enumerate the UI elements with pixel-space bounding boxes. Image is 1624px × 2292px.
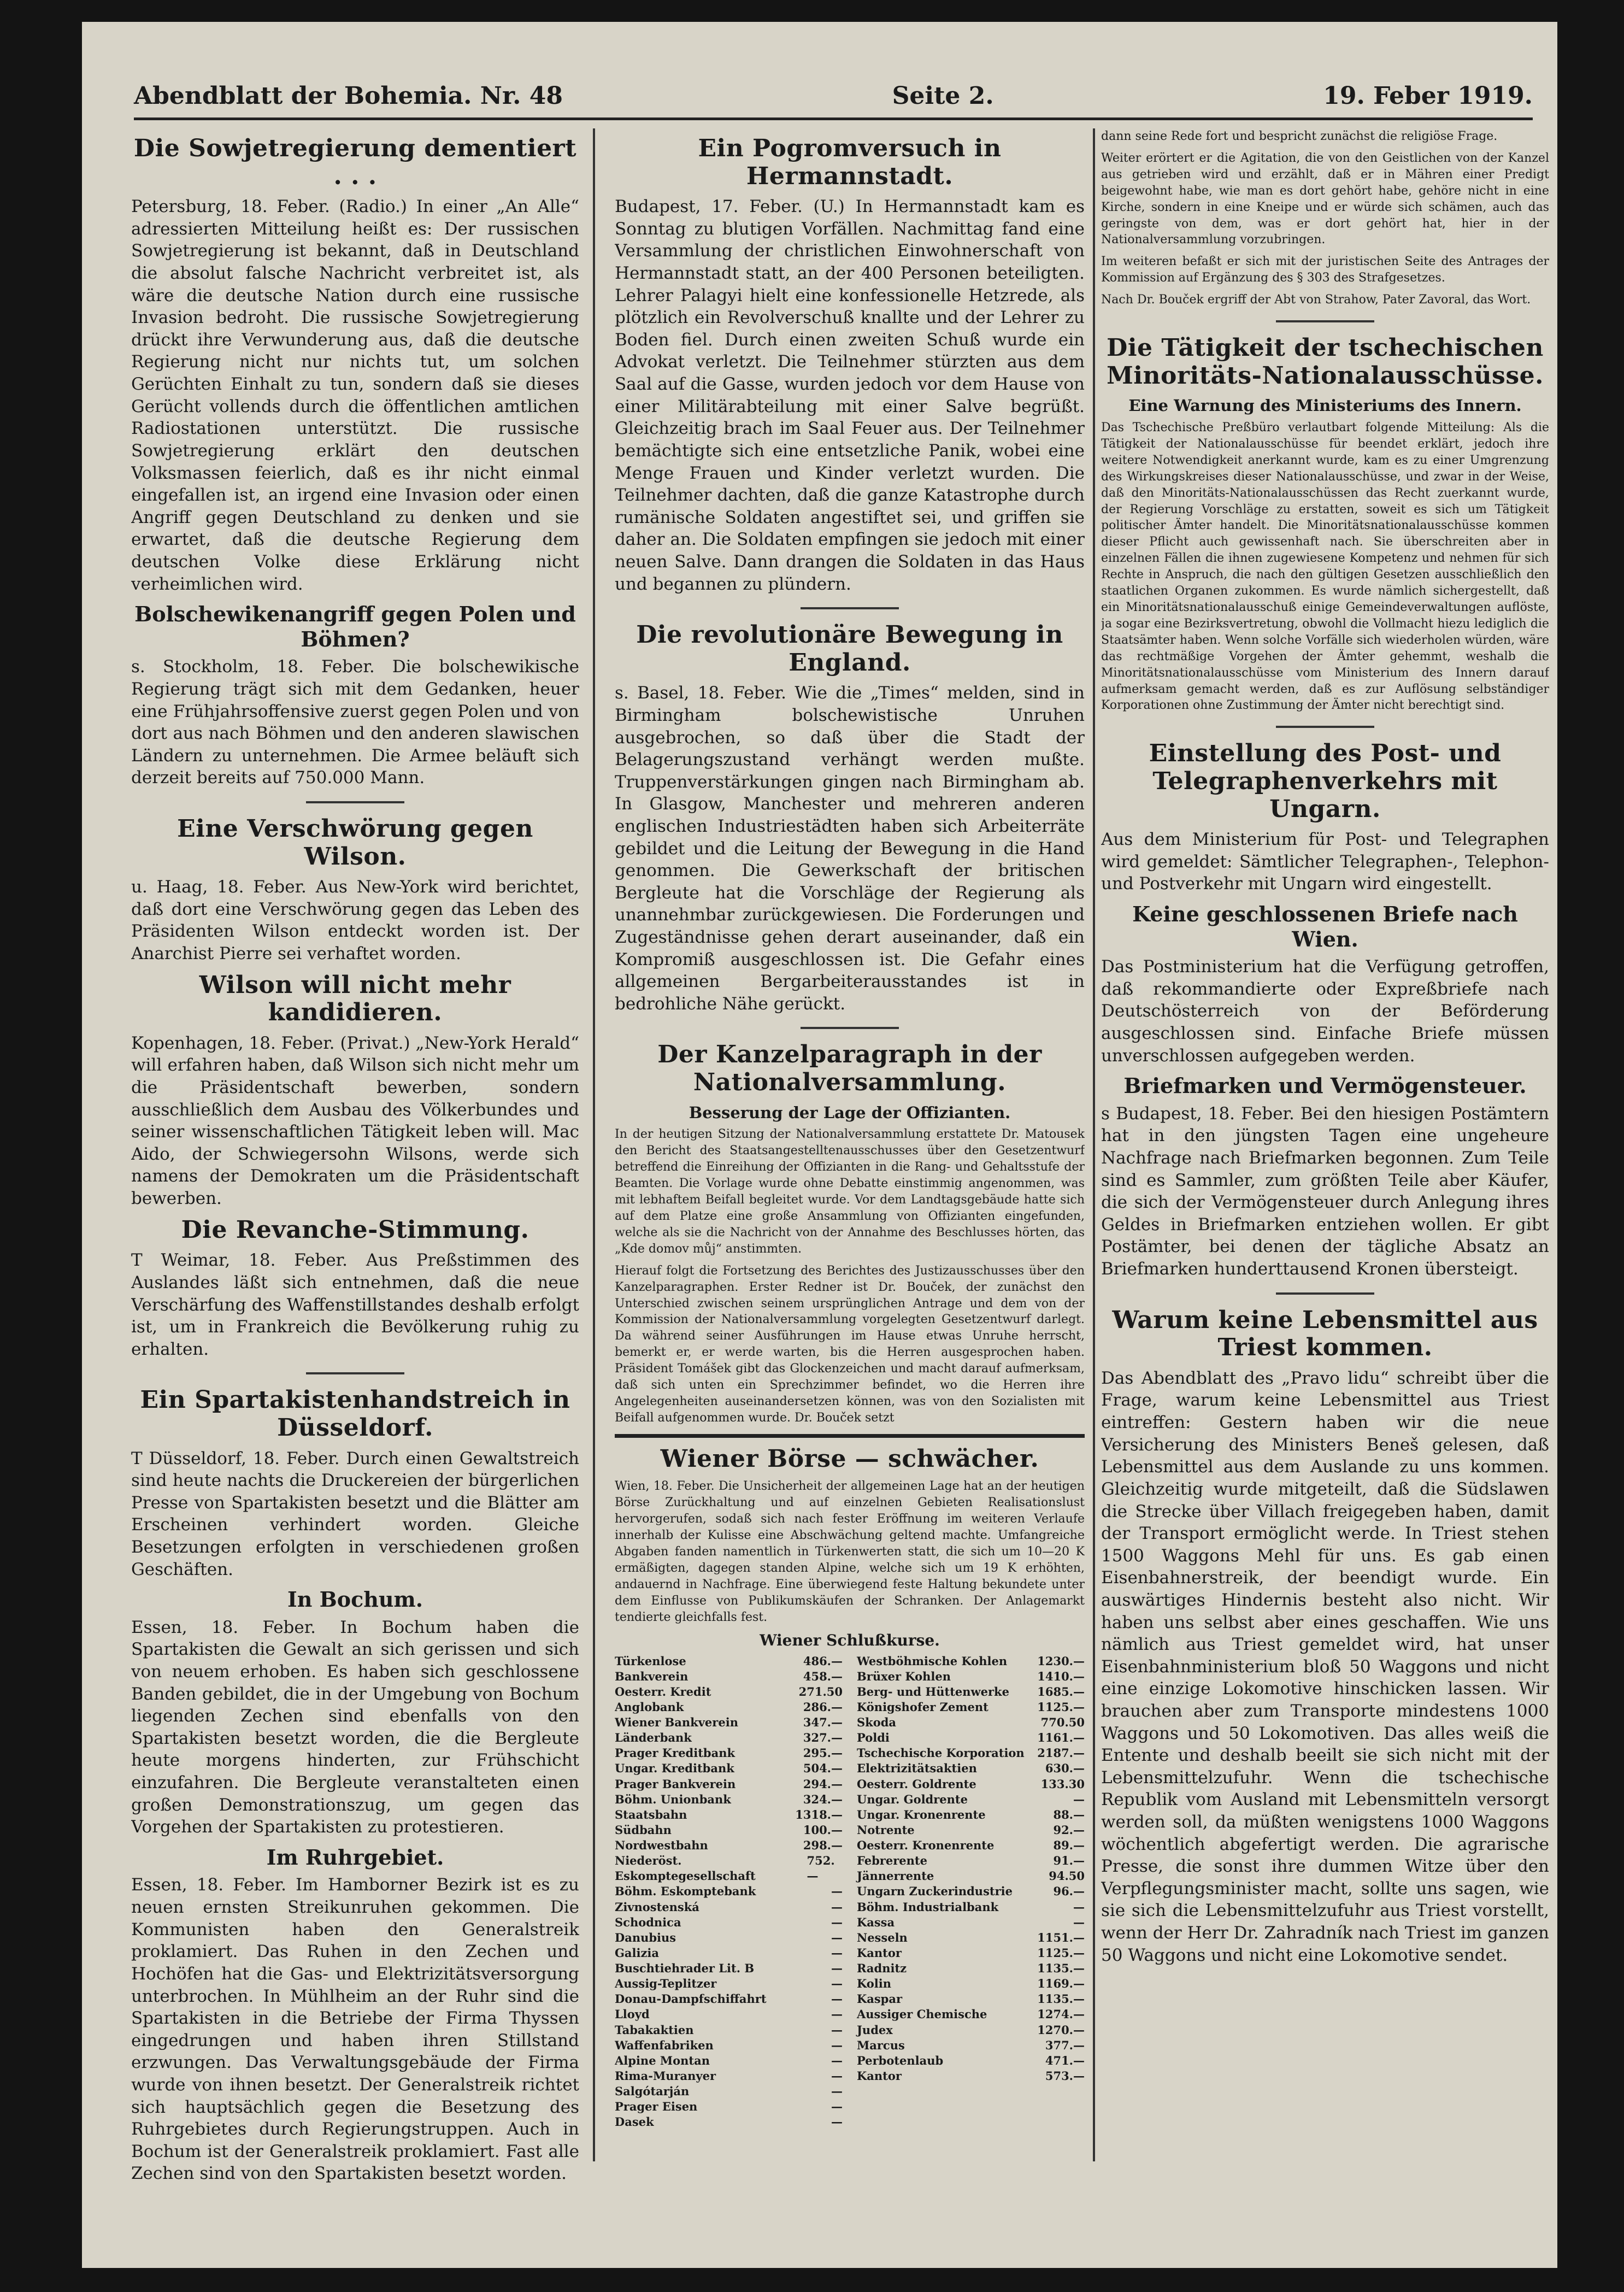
quote-value: — [1073,1915,1085,1929]
column-1 [131,128,579,2189]
quote-row [857,2007,1085,2022]
divider [1276,726,1374,728]
article-body: Das Tschechische Preßbüro verlautbart folgende Mitteilung: Als die Tätigkeit der Nationalausschüsse für beendet erklärt, jedoch ihre weitere Notwendigkeit anerkannt wurde, kam es zu einer Umgrenzung des Wirkungskreises dieser Nationalausschüsse, und zwar in der Weise, daß den Minoritäts-Nationalausschüssen das Recht zuerkannt wurde, der Regierung Vorschläge zu erstatten, soweit es sich um Tätigkeit politischer Ämter handelt. Die Minoritätsnationalausschüsse kommen dieser Pflicht auch gewissenhaft nach. Sie überschreiten aber in einzelnen Fällen die ihnen zugewiesene Kompetenz und nehmen für sich Rechte in Anspruch, die nach den gültigen Gesetzen ausschließlich den staatlichen Organen zukommen. Es wurde nämlich sichergestellt, daß ein Minoritätsnationalausschuß einige Gemeindeverwaltungen auflöste, ja sogar eine Bezirksvertretung, obwohl die Vollmacht hiezu lediglich die Staatsämter haben. Wenn solche Vorfälle sich wiederholen würden, wäre das rechtmäßige Vorgehen der Ämter gehemmt, weshalb die Minoritätsnationalausschüsse vom Ministerium des Innern darauf aufmerksam gemacht werden, daß es zur Auflösung selbständiger Korporationen ohne Zustimmung der Ämter nicht berechtigt sind. [1101,421,1549,713]
quote-row [615,2084,843,2099]
quote-value: — [831,1992,843,2006]
quote-value: — [1073,1792,1085,1806]
quote-row [615,1991,843,2007]
stock-quotes [615,1654,1085,2130]
article-body: u. Haag, 18. Feber. Aus New-York wird berichtet, daß dort eine Verschwörung gegen das Leben des Präsidenten Wilson entdeckt worden ist. Der Anarchist Pierre sei verhaftet worden. [131,877,579,964]
quotes-list-right [857,1654,1085,2130]
quote-value: 327.— [803,1731,843,1745]
quote-row [615,1976,843,1991]
quote-name: Böhm. Eskomptebank [615,1884,756,1899]
quote-value: 504.— [803,1761,843,1776]
quote-row [615,1746,843,1761]
quote-name: Poldi [857,1731,890,1745]
quote-row [857,1930,1085,1946]
quote-value: 1230.— [1037,1654,1085,1668]
article-headline: Ein Pogromversuch in Hermannstadt. [698,134,1002,190]
article-headline: Warum keine Lebensmittel aus Triest kommen. [1112,1306,1538,1362]
quote-value: — [831,1946,843,1960]
quote-value: — [831,2068,843,2083]
article-body: s. Basel, 18. Feber. Wie die „Times“ melden, sind in Birmingham bolschewistische Unruhen ausgebrochen, so daß über die Stadt der Belagerungszustand verhängt werden mußte. Truppenverstärkungen gingen nach Birmingham ab. In Glasgow, Manchester und mehreren anderen englischen Industriestädten haben sich Arbeiterräte gebildet und die Leitung der Bewegung in die Hand genommen. Die Gewerkschaft der britischen Bergleute hat die Vorschläge der Regierung als unannehmbar zurückgewiesen. Die Forderungen und Zugeständnisse gehen derart auseinander, daß ein Kompromiß ausgeschlossen ist. Die Gefahr eines allgemeinen Bergarbeiterausstandes ist in bedrohliche Nähe gerückt. [615,683,1085,1014]
article-headline: Die Tätigkeit der tschechischen Minoritäts-Nationalausschüsse. [1107,334,1544,390]
quote-value: 752.— [807,1854,835,1883]
quote-row [615,1761,843,1776]
quote-name: Kolin [857,1977,892,1991]
quote-value: 1125.— [1037,1946,1085,1960]
article-body: Petersburg, 18. Feber. (Radio.) In einer „An Alle“ adressierten Mitteilung heißt es: Der russischen Sowjetregierung ist bekannt, daß in Deutschland die absolut falsche Nachricht verbreitet ist, als wäre die deutsche Nation durch eine russische Invasion bedroht. Die russische Sowjetregierung drückt ihre Verwunderung aus, daß die deutsche Regierung nicht nur nichts tut, um solchen Gerüchten Einhalt zu tun, sondern daß sie dieses Gerücht vollends durch die öffentlichen amtlichen Radiostationen unterstützt. Die russische Sowjetregierung erklärt den deutschen Volksmassen feierlich, daß es ihr nicht einmal eingefallen ist, an irgend eine Invasion oder einen Angriff gegen Deutschland zu denken und sie erwartet, daß die deutsche Regierung dem deutschen Volke diese Erklärung nicht verheimlichen wird. [131,197,579,594]
quote-value: 471.— [1045,2053,1085,2067]
quote-row [615,1823,843,1838]
quote-row [615,1777,843,1792]
quote-name: Aussig-Teplitzer [615,1977,717,1991]
article-subheadline: Besserung der Lage der Offizianten. [689,1103,1011,1122]
quote-row [857,1868,1085,1884]
header-issue: Abendblatt der Bohemia. Nr. 48 [134,81,563,110]
quote-value: 770.50 [1040,1715,1085,1730]
quote-row [857,2068,1085,2084]
quote-value: 1135.— [1037,1961,1085,1976]
quote-name: Danubius [615,1930,676,1944]
quote-row [857,1654,1085,1669]
quote-row [615,1715,843,1730]
quote-value: 347.— [803,1715,843,1730]
article-body: Das Abendblatt des „Pravo lidu“ schreibt über die Frage, warum keine Lebensmittel aus Triest eintreffen: Gestern haben wir die neue Versicherung des Ministers Beneš gelesen, daß Lebensmittel aus dem Auslande zu uns kommen. Gleichzeitig wurde mitgeteilt, daß die Südslawen die Strecke über Villach freigegeben haben, damit der Transport ermöglicht werde. In Triest stehen 1500 Waggons Mehl für uns. Es gab einen Eisenbahnerstreik, der beendigt wurde. Ein auswärtiges Hindernis besteht also nicht. Wir haben uns selbst aber eines geschaffen. Wie uns nämlich aus Triest gemeldet wird, hat unser Eisenbahnministerium bloß 50 Waggons und nicht eine einzige Lokomotive hinschicken lassen. Wir brauchen aber zum Transporte mindestens 1000 Waggons und 50 Lokomotiven. Das alles weiß die Entente und deshalb beeilt sie sich nicht mit der Lebensmittelzufuhr. Wenn die tschechische Republik vom Ausland mit Lebensmitteln versorgt werden soll, da müßten wenigstens 1000 Waggons wöchentlich abgefertigt werden. Die agrarische Presse, die sonst ihre dummen Witze über den Verpflegungsminister macht, sollte uns sagen, wie sie sich die Lebensmittelzufuhr aus Triest vorstellt, wenn der Herr Dr. Zahradník nach Triest im ganzen 50 Waggons und nicht eine Lokomotive sendet. [1101,1368,1549,1965]
quote-value: — [831,1961,843,1976]
quote-value: 96.— [1053,1884,1085,1899]
quote-name: Kassa [857,1915,895,1929]
column-rule [1093,128,1095,2161]
quote-name: Schodnica [615,1915,681,1929]
quote-row [615,2023,843,2038]
quote-row [615,2007,843,2022]
quote-value: 1270.— [1037,2023,1085,2037]
quote-value: 286.— [803,1700,843,1714]
article-body: s. Stockholm, 18. Feber. Die bolschewikische Regierung trägt sich mit dem Gedanken, heuer eine Frühjahrsoffensive zuerst gegen Polen und von dort aus nach Böhmen und den anderen slawischen Ländern zu unternehmen. Die Armee beläuft sich derzeit bereits auf 750.000 Mann. [131,657,579,788]
column-2 [615,128,1085,2189]
small-print-block [1101,396,1549,714]
quote-row [615,2099,843,2114]
quote-row [857,2023,1085,2038]
article-headline: Wilson will nicht mehr kandidieren. [199,971,511,1027]
quote-value: — [831,2115,843,2129]
article-body: In der heutigen Sitzung der Nationalversammlung erstattete Dr. Matousek den Bericht des Staatsangestelltenausschusses über den Gesetzentwurf betreffend die Einreihung der Offizianten in die Rang- und Gehaltsstufe der Beamten. Die Vorlage wurde ohne Debatte einstimmig angenommen, was mit lebhaftem Beifall begleitet wurde. Vor dem Landtagsgebäude hatte sich auf dem Platze eine große Ansammlung von Offizianten eingefunden, welche als sie die Nachricht von der Annahme des Beschlusses hörten, das „Kde domov můj“ anstimmten. [615,1127,1085,1256]
quote-name: Dasek [615,2115,654,2129]
quote-name: Kantor [857,1946,902,1960]
quote-value: 458.— [803,1669,843,1683]
quote-row [615,1669,843,1684]
quote-name: Alpine Montan [615,2053,710,2067]
quote-name: Radnitz [857,1961,907,1976]
quote-name: Staatsbahn [615,1807,687,1821]
article-body: Kopenhagen, 18. Feber. (Privat.) „New-York Herald“ will erfahren haben, daß Wilson sich nicht mehr um die Präsidentschaft bewerben, sondern ausschließlich dem Ausbau des Völkerbundes und seiner wissenschaftlichen Tätigkeit leben will. Mac Aido, der Schwiegersohn Wilsons, werde sich namens der Demokraten um die Präsidentschaft bewerben. [131,1033,579,1209]
quote-name: Kaspar [857,1992,903,2006]
article-body: Hierauf folgt die Fortsetzung des Berichtes des Justizausschusses über den Kanzelparagraphen. Erster Redner ist Dr. Bouček, der zunächst den Unterschied zwischen seinem ursprünglichen Antrage und dem von der Kommission der Nationalversammlung vorgelegten Gesetzentwurf darlegt. Da während seiner Ausführungen im Hause etwas Unruhe herrscht, bemerkt er, er werde warten, bis die Herren ausgesprochen haben. Präsident Tomášek gibt das Glockenzeichen und macht darauf aufmerksam, daß sich unten ein Sprechzimmer befindet, wo die Herren ihre Angelegenheiten auseinandersetzen können, was von den Sozialisten mit Beifall aufgenommen wurde. Dr. Bouček setzt [615,1263,1085,1425]
quote-value: 377.— [1045,2038,1085,2052]
quote-row [857,1669,1085,1684]
quote-name: Oesterr. Kredit [615,1684,711,1699]
quote-value: 1135.— [1037,1992,1085,2006]
article-subheadline: Keine geschlossenen Briefe nach Wien. [1132,901,1518,951]
quote-value: — [831,2023,843,2037]
article-subheadline: Briefmarken und Vermögensteuer. [1123,1073,1527,1098]
article-body: Im weiteren befaßt er sich mit der juristischen Seite des Antrages der Kommission auf Ergänzung des § 303 des Strafgesetzes. [1101,255,1549,285]
quote-row [857,1777,1085,1792]
quote-name: Ungar. Goldrente [857,1792,968,1806]
quote-value: 1274.— [1037,2007,1085,2021]
quote-name: Westböhmische Kohlen [857,1654,1008,1668]
quote-value: 1410.— [1037,1669,1085,1683]
quote-name: Ungarn Zuckerindustrie [857,1884,1013,1899]
divider [306,1372,404,1374]
quote-value: 94.50 [1049,1869,1085,1883]
quote-name: Brüxer Kohlen [857,1669,951,1683]
quote-row [857,1991,1085,2007]
article-body: Weiter erörtert er die Agitation, die von den Geistlichen von der Kanzel aus getrieben wird und erzählt, daß er in Mähren einer Predigt beigewohnt habe, wie man es dort gehört habe, gehöre nicht in eine Kirche, sondern in eine Kneipe und er würde sich schämen, auch das geringste von dem, was er dort gehört hat, hier in der Nationalversammlung vorzubringen. [1101,151,1549,247]
quote-value: — [831,1977,843,1991]
quote-row [857,1900,1085,1915]
quote-value: 573.— [1045,2068,1085,2083]
quote-row [857,1684,1085,1700]
article-subheadline: Eine Warnung des Ministeriums des Innern. [1128,396,1522,415]
quote-name: Perbotenlaub [857,2053,944,2067]
quote-value: — [1073,1900,1085,1914]
quote-name: Waffenfabriken [615,2038,714,2052]
quote-row [857,1838,1085,1853]
quote-row [857,1946,1085,1961]
quote-row [857,1853,1085,1868]
quote-name: Nesseln [857,1930,908,1944]
quote-value: 1685.— [1037,1684,1085,1699]
quote-value: 1151.— [1037,1930,1085,1944]
quote-name: Königshofer Zement [857,1700,988,1714]
divider [1276,320,1374,322]
quote-row [857,1976,1085,1991]
quote-row [857,1961,1085,1976]
quote-name: Oesterr. Kronenrente [857,1838,995,1853]
quotes-list-left [615,1654,843,2130]
quote-value: — [831,2038,843,2052]
quote-row [857,1761,1085,1776]
quote-row [615,1700,843,1715]
quote-name: Zivnostenská [615,1900,699,1914]
small-print-block [615,1103,1085,1426]
header-date: 19. Feber 1919. [1323,81,1533,110]
article-subheadline: Im Ruhrgebiet. [266,1844,444,1870]
quote-row [615,1807,843,1823]
quote-row [615,1838,843,1853]
article-body: dann seine Rede fort und bespricht zunächst die religiöse Frage. [1101,130,1498,143]
quote-value: 133.30 [1040,1777,1085,1791]
quote-name: Böhm. Unionbank [615,1792,731,1806]
quote-name: Lloyd [615,2007,650,2021]
quote-row [857,1807,1085,1823]
article-headline: Der Kanzelparagraph in der Nationalversammlung. [657,1041,1042,1097]
small-print-block [615,1478,1085,1625]
quote-value: — [831,2084,843,2099]
quote-row [615,1853,843,1884]
quote-row [857,1915,1085,1930]
quote-name: Südbahn [615,1823,672,1837]
column-rule [593,128,595,2161]
quote-row [615,1915,843,1930]
article-body: Budapest, 17. Feber. (U.) In Hermannstadt kam es Sonntag zu blutigen Vorfällen. Nachmittag fand eine Versammlung der christlichen Einwohnerschaft von Hermannstadt statt, an der 400 Personen beteiligten. Lehrer Palagyi hielt eine konfessionelle Hetzrede, als plötzlich ein Revolverschuß knallte und der Lehrer zu Boden fiel. Durch einen zweiten Schuß wurde ein Advokat verletzt. Die Teilnehmer stürzten aus dem Saal auf die Gasse, wurden jedoch vor dem Hause von einer Militärabteilung mit einer Salve begrüßt. Gleichzeitig brach im Saal Feuer aus. Der Teilnehmer bemächtigte sich eine entsetzliche Panik, wobei eine Menge Frauen und Kinder verletzt wurden. Die Teilnehmer dachten, daß die ganze Katastrophe durch rumänische Soldaten angestiftet sei, und griffen sie daher an. Die Soldaten empfingen sie jedoch mit einer neuen Salve. Dann drangen die Soldaten in das Haus und begannen zu plündern. [615,197,1085,594]
quote-value: 91.— [1053,1854,1085,1868]
quote-row [615,1900,843,1915]
quote-name: Notrente [857,1823,915,1837]
quote-value: — [831,1884,843,1899]
quote-value: 271.50 [798,1684,843,1699]
quote-row [615,1730,843,1746]
article-headline: Eine Verschwörung gegen Wilson. [177,815,533,871]
quote-name: Prager Kreditbank [615,1746,735,1760]
quote-row [857,2053,1085,2068]
article-headline: Wiener Börse — schwächer. [660,1444,1039,1473]
quote-row [615,1930,843,1946]
quote-value: 295.— [803,1746,843,1760]
quote-name: Marcus [857,2038,905,2052]
article-subheadline: In Bochum. [287,1587,423,1612]
quote-name: Berg- und Hüttenwerke [857,1684,1009,1699]
quote-row [857,1700,1085,1715]
quote-row [857,1730,1085,1746]
article-headline: Die Revanche-Stimmung. [181,1215,529,1244]
quote-row [615,2038,843,2053]
quote-name: Donau-Dampfschiffahrt [615,1992,767,2006]
quote-name: Tabakaktien [615,2023,694,2037]
quote-name: Jännerrente [857,1869,934,1883]
quote-name: Anglobank [615,1700,684,1714]
quote-value: 100.— [803,1823,843,1837]
quote-name: Wiener Bankverein [615,1715,738,1730]
quote-value: 88.— [1053,1807,1085,1821]
quote-value: — [831,1930,843,1944]
quote-value: — [831,1915,843,1929]
quote-value: 298.— [803,1838,843,1853]
page-header [134,74,1533,120]
article-headline: Einstellung des Post- und Telegraphenverkehrs mit Ungarn. [1149,739,1502,823]
quote-value: — [831,1900,843,1914]
quote-value: 630.— [1045,1761,1085,1776]
article-body: Wien, 18. Feber. Die Unsicherheit der allgemeinen Lage hat an der heutigen Börse Zurückhaltung und auf einzelnen Gebieten Realisationslust hervorgerufen, sodaß sich nach fester Eröffnung im weiteren Verlaufe innerhalb der Kulisse eine Abschwächung geltend machte. Umfangreiche Abgaben fanden namentlich in Türkenwerten statt, die sich um 10—20 K ermäßigten, dagegen standen Alpine, welche sich um 19 K erhöhten, andauernd in Nachfrage. Eine überwiegend feste Haltung bekundete unter dem Einflusse von Publikumskäufen der Schranken. Der Anlagemarkt tendierte gleichfalls fest. [615,1479,1085,1624]
quote-value: — [831,2100,843,2114]
quote-row [615,2114,843,2130]
divider [1276,1292,1374,1295]
quote-row [857,1746,1085,1761]
quote-value: 89.— [1053,1838,1085,1853]
quote-value: — [831,2007,843,2021]
quote-name: Elektrizitätsaktien [857,1761,977,1776]
quote-row [857,1823,1085,1838]
article-body: s Budapest, 18. Feber. Bei den hiesigen Postämtern hat in den jüngsten Tagen eine ungeheure Nachfrage nach Briefmarken begonnen. Zum Teile sind es Sammler, zum größten Teile aber Käufer, die sich der Vermögensteuer durch Anlegung ihres Geldes in Briefmarken entziehen wollen. Er gibt Postämter, bei denen der tägliche Absatz an Briefmarken hunderttausend Kronen übersteigt. [1101,1103,1549,1279]
section-divider [615,1434,1085,1438]
article-body: Aus dem Ministerium für Post- und Telegraphen wird gemeldet: Sämtlicher Telegraphen-, Telephon- und Postverkehr mit Ungarn wird eingestellt. [1101,830,1549,894]
quote-value: — [831,2053,843,2067]
quote-name: Prager Bankverein [615,1777,736,1791]
quote-name: Febrerente [857,1854,927,1868]
quote-row [615,1684,843,1700]
quote-row [857,1884,1085,1899]
quote-name: Oesterr. Goldrente [857,1777,976,1791]
quote-name: Tschechische Korporation [857,1746,1025,1760]
quote-row [615,1884,843,1899]
article-headline: Die revolutionäre Bewegung in England. [636,621,1063,677]
quote-value: 92.— [1053,1823,1085,1837]
quote-name: Rima-Muranyer [615,2068,716,2083]
divider [801,607,899,609]
quote-value: 1169.— [1037,1977,1085,1991]
quote-name: Bankverein [615,1669,689,1683]
quote-name: Niederöst. Eskomptegesellschaft [615,1854,756,1883]
quote-name: Ungar. Kronenrente [857,1807,986,1821]
quote-name: Skoda [857,1715,897,1730]
quote-row [615,1946,843,1961]
article-headline: Die Sowjetregierung dementiert . . . [133,134,577,190]
quote-name: Prager Eisen [615,2100,698,2114]
quote-value: 294.— [803,1777,843,1791]
quote-value: 324.— [803,1792,843,1806]
quote-value: 2187.— [1037,1746,1085,1760]
quote-name: Judex [857,2023,893,2037]
quote-value: 1125.— [1037,1700,1085,1714]
article-headline: Bolschewikenangriff gegen Polen und Böhmen? [134,602,576,651]
article-body: Essen, 18. Feber. Im Hamborner Bezirk ist es zu neuen ernsten Streikunruhen gekommen. Die Kommunisten haben den Generalstreik proklamiert. Das Ruhen in den Zechen und Hochöfen hat die Gas- und Elektrizitätsversorgung unterbrochen. In Mühlheim an der Ruhr sind die Spartakisten in die Betriebe der Firma Thyssen eingedrungen und haben ihren Stillstand erzwungen. Das Verwaltungsgebäude der Firma wurde von ihnen besetzt. Der Generalstreik richtet sich hauptsächlich gegen die Besetzung des Ruhrgebietes durch Regierungstruppen. Auch in Bochum ist der Generalstreik proklamiert. Fast alle Zechen sind von den Spartakisten besetzt worden. [131,1875,579,2184]
quote-name: Böhm. Industrialbank [857,1900,999,1914]
quote-name: Ungar. Kreditbank [615,1761,734,1776]
quote-row [857,1792,1085,1807]
article-body: Essen, 18. Feber. In Bochum haben die Spartakisten die Gewalt an sich gerissen und sich von neuem erhoben. Es haben sich geschlossene Banden gebildet, die in der Umgebung von Bochum liegenden Zechen sind ebenfalls von den Spartakisten besetzt worden, die die Bergleute heute morgens hinderten, zur Frühschicht einzufahren. Die Bergleute veranstalteten einen großen Demonstrationszug, um gegen das Vorgehen der Spartakisten zu protestieren. [131,1617,579,1837]
header-page-number: Seite 2. [892,81,994,110]
divider [801,1027,899,1029]
quote-name: Buschtiehrader Lit. B [615,1961,755,1976]
newspaper-page [82,22,1557,2268]
quote-value: 1318.— [795,1807,843,1821]
quote-name: Galizia [615,1946,660,1960]
quote-name: Nordwestbahn [615,1838,708,1853]
article-body: Nach Dr. Bouček ergriff der Abt von Strahow, Pater Zavoral, das Wort. [1101,293,1531,307]
quote-row [615,1961,843,1976]
article-body: Das Postministerium hat die Verfügung getroffen, daß rekommandierte oder Expreßbriefe nach Deutschösterreich von der Beförderung ausgeschlossen sind. Einfache Briefe müssen unverschlossen aufgegeben werden. [1101,957,1549,1066]
small-print-block [1101,128,1549,308]
quote-row [615,2053,843,2068]
article-headline: Ein Spartakistenhandstreich in Düsseldorf. [140,1386,570,1442]
divider [306,801,404,803]
article-body: T Düsseldorf, 18. Feber. Durch einen Gewaltstreich sind heute nachts die Druckereien der bürgerlichen Presse von Spartakisten besetzt und die Blätter am Erscheinen verhindert worden. Gleiche Besetzungen erfolgten in verschiedenen großen Geschäften. [131,1448,579,1579]
quote-row [857,1715,1085,1730]
quote-row [615,2068,843,2084]
article-body: T Weimar, 18. Feber. Aus Preßstimmen des Auslandes läßt sich entnehmen, daß die neue Verschärfung des Waffenstillstandes deshalb erfolgt ist, um in Frankreich die Bevölkerung ruhig zu erhalten. [131,1250,579,1359]
quote-name: Länderbank [615,1731,692,1745]
quote-value: 486.— [803,1654,843,1668]
column-3 [1101,128,1549,2189]
quote-name: Salgótarján [615,2084,690,2099]
quote-value: 1161.— [1037,1731,1085,1745]
quote-row [857,2038,1085,2053]
quote-name: Kantor [857,2068,902,2083]
quote-row [615,1654,843,1669]
quote-row [615,1792,843,1807]
quote-name: Türkenlose [615,1654,686,1668]
quotes-caption: Wiener Schlußkurse. [760,1631,940,1649]
quote-name: Aussiger Chemische [857,2007,987,2021]
